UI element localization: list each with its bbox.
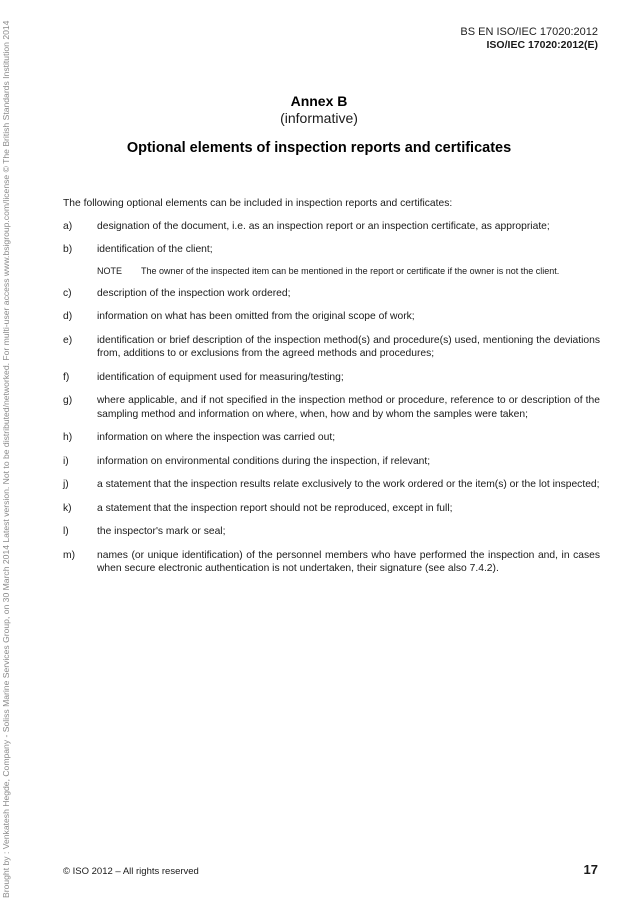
list-item xyxy=(63,220,600,234)
list-item xyxy=(63,243,600,257)
list-item xyxy=(63,525,600,539)
item-label: h) xyxy=(63,432,73,443)
license-watermark: Brought by : Venkatesh Hegde, Company - Soliss Marine Services Group, on 30 March 2014 Latest version. Not to be distributed/networked. For multi-user access www.bsigroup.com/license © The British Standards Institution 2014 xyxy=(1,20,11,898)
item-label: d) xyxy=(63,311,73,322)
annex-title: Optional elements of inspection reports and certificates xyxy=(126,140,512,156)
standard-reference: BS EN ISO/IEC 17020:2012 xyxy=(460,26,598,38)
list-item xyxy=(63,334,600,361)
list-item xyxy=(63,455,600,469)
item-text: designation of the document, i.e. as an inspection report or an inspection certificate, as appropriate; xyxy=(97,220,550,232)
note xyxy=(97,265,600,277)
item-text: identification or brief description of the inspection method(s) and procedure(s) used, mentioning the deviations from, additions to or exclusions from the agreed methods and procedures; xyxy=(97,334,600,359)
item-text: where applicable, and if not specified in the inspection method or procedure, reference to or description of the sampling method and information on where, when, how and by whom the samples were taken; xyxy=(97,395,600,420)
copyright-notice: © ISO 2012 – All rights reserved xyxy=(63,866,199,877)
item-label: e) xyxy=(63,334,73,346)
item-text: information on where the inspection was carried out; xyxy=(97,432,336,443)
watermark-strip xyxy=(0,0,14,903)
item-text: identification of equipment used for measuring/testing; xyxy=(97,371,344,383)
item-label: j) xyxy=(63,479,69,490)
list-item xyxy=(63,394,600,421)
item-text: description of the inspection work ordered; xyxy=(97,287,291,299)
item-text: a statement that the inspection report should not be reproduced, except in full; xyxy=(97,502,453,514)
document-body xyxy=(63,197,600,586)
item-text: information on environmental conditions during the inspection, if relevant; xyxy=(97,455,431,467)
iso-reference: ISO/IEC 17020:2012(E) xyxy=(486,39,598,51)
note-text: The owner of the inspected item can be mentioned in the report or certificate if the owner is not the client. xyxy=(141,265,560,276)
list-item xyxy=(63,287,600,301)
page-number: 17 xyxy=(583,862,598,877)
list-item xyxy=(63,431,600,445)
item-text: a statement that the inspection results relate exclusively to the work ordered or the item(s) or the lot inspected; xyxy=(97,479,600,490)
item-text: the inspector's mark or seal; xyxy=(97,526,226,537)
note-label: NOTE xyxy=(97,265,123,276)
item-text: names (or unique identification) of the personnel members who have performed the inspection and, in cases when secure electronic authentication is not undertaken, their signature (see also 7.4.2). xyxy=(97,549,600,574)
intro-paragraph: The following optional elements can be included in inspection reports and certificates: xyxy=(63,198,453,209)
item-label: b) xyxy=(63,244,73,255)
annex-type: (informative) xyxy=(280,110,358,126)
item-label: m) xyxy=(63,549,76,561)
item-label: f) xyxy=(63,371,70,383)
list-item xyxy=(63,549,600,576)
annex-label: Annex B xyxy=(290,93,348,109)
page-header xyxy=(460,26,598,52)
item-label: g) xyxy=(63,395,73,406)
annex-heading xyxy=(0,93,638,127)
list-item xyxy=(63,502,600,516)
item-text: identification of the client; xyxy=(97,244,213,255)
item-text: information on what has been omitted from the original scope of work; xyxy=(97,311,415,322)
item-label: c) xyxy=(63,287,72,299)
list-item xyxy=(63,310,600,324)
item-label: k) xyxy=(63,502,72,514)
item-label: l) xyxy=(63,526,69,537)
list-item xyxy=(63,478,600,492)
list-item xyxy=(63,371,600,385)
item-label: i) xyxy=(63,455,69,467)
item-label: a) xyxy=(63,220,73,232)
